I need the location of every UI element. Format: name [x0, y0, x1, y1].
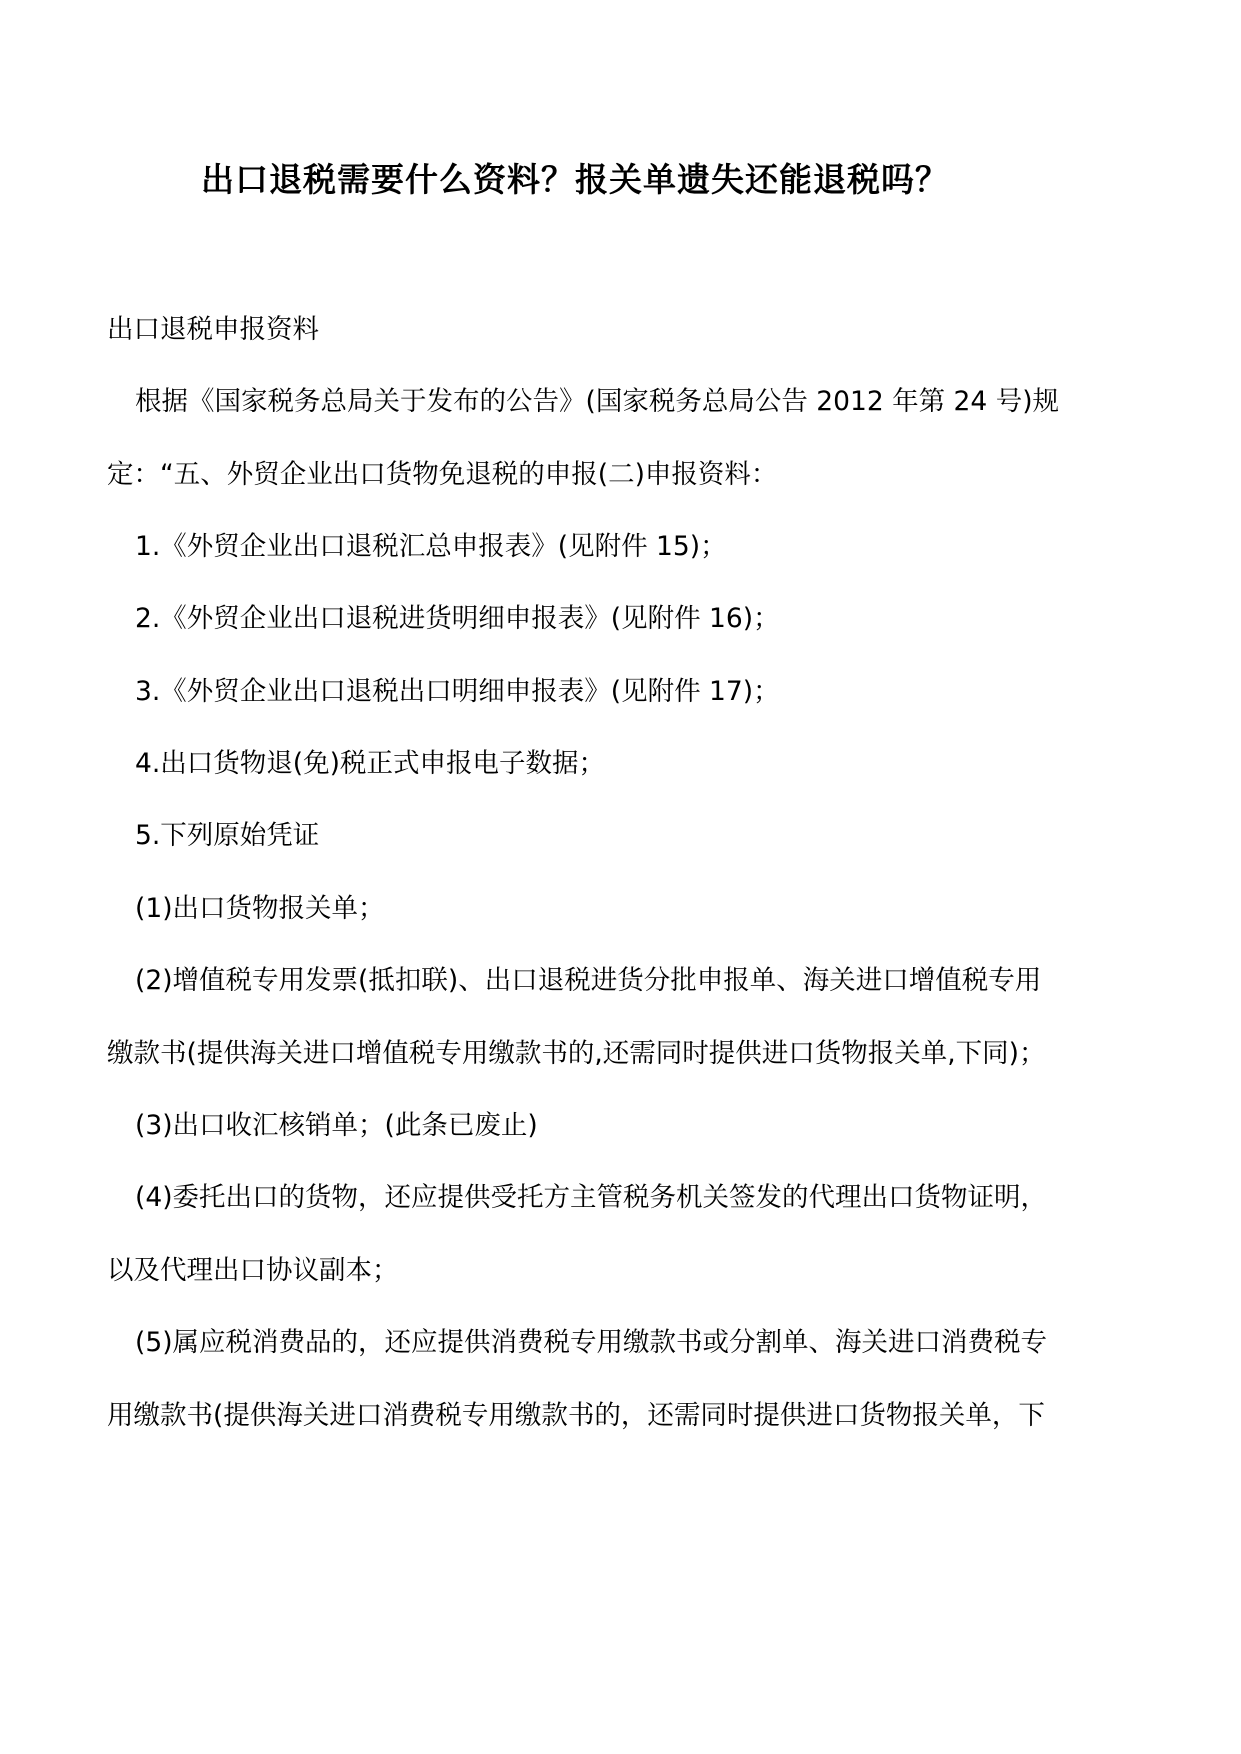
- paragraph-line: 用缴款书(提供海关进口消费税专用缴款书的，还需同时提供进口货物报关单，下: [107, 1400, 1045, 1431]
- list-item: (3)出口收汇核销单；(此条已废止): [135, 1110, 538, 1141]
- list-item: (1)出口货物报关单；: [135, 893, 385, 924]
- list-item: (4)委托出口的货物，还应提供受托方主管税务机关签发的代理出口货物证明，: [135, 1182, 1048, 1213]
- paragraph-line: 定：“五、外贸企业出口货物免退税的申报(二)申报资料：: [107, 459, 778, 490]
- paragraph-line: 根据《国家税务总局关于发布的公告》(国家税务总局公告 2012 年第 24 号)规: [135, 386, 1060, 417]
- section-heading: 出口退税申报资料: [107, 314, 319, 345]
- paragraph-line: 缴款书(提供海关进口增值税专用缴款书的,还需同时提供进口货物报关单,下同)；: [107, 1038, 1046, 1069]
- list-item: (5)属应税消费品的，还应提供消费税专用缴款书或分割单、海关进口消费税专: [135, 1327, 1048, 1358]
- list-item: 2.《外贸企业出口退税进货明细申报表》(见附件 16)；: [135, 603, 780, 634]
- list-item: 4.出口货物退(免)税正式申报电子数据；: [135, 748, 605, 779]
- list-item: 3.《外贸企业出口退税出口明细申报表》(见附件 17)；: [135, 676, 780, 707]
- document-title: 出口退税需要什么资料？报关单遗失还能退税吗？: [201, 160, 949, 199]
- list-item: 5.下列原始凭证: [135, 820, 320, 851]
- list-item: 1.《外贸企业出口退税汇总申报表》(见附件 15)；: [135, 531, 727, 562]
- paragraph-line: 以及代理出口协议副本；: [107, 1255, 399, 1286]
- list-item: (2)增值税专用发票(抵扣联)、出口退税进货分批申报单、海关进口增值税专用: [135, 965, 1042, 996]
